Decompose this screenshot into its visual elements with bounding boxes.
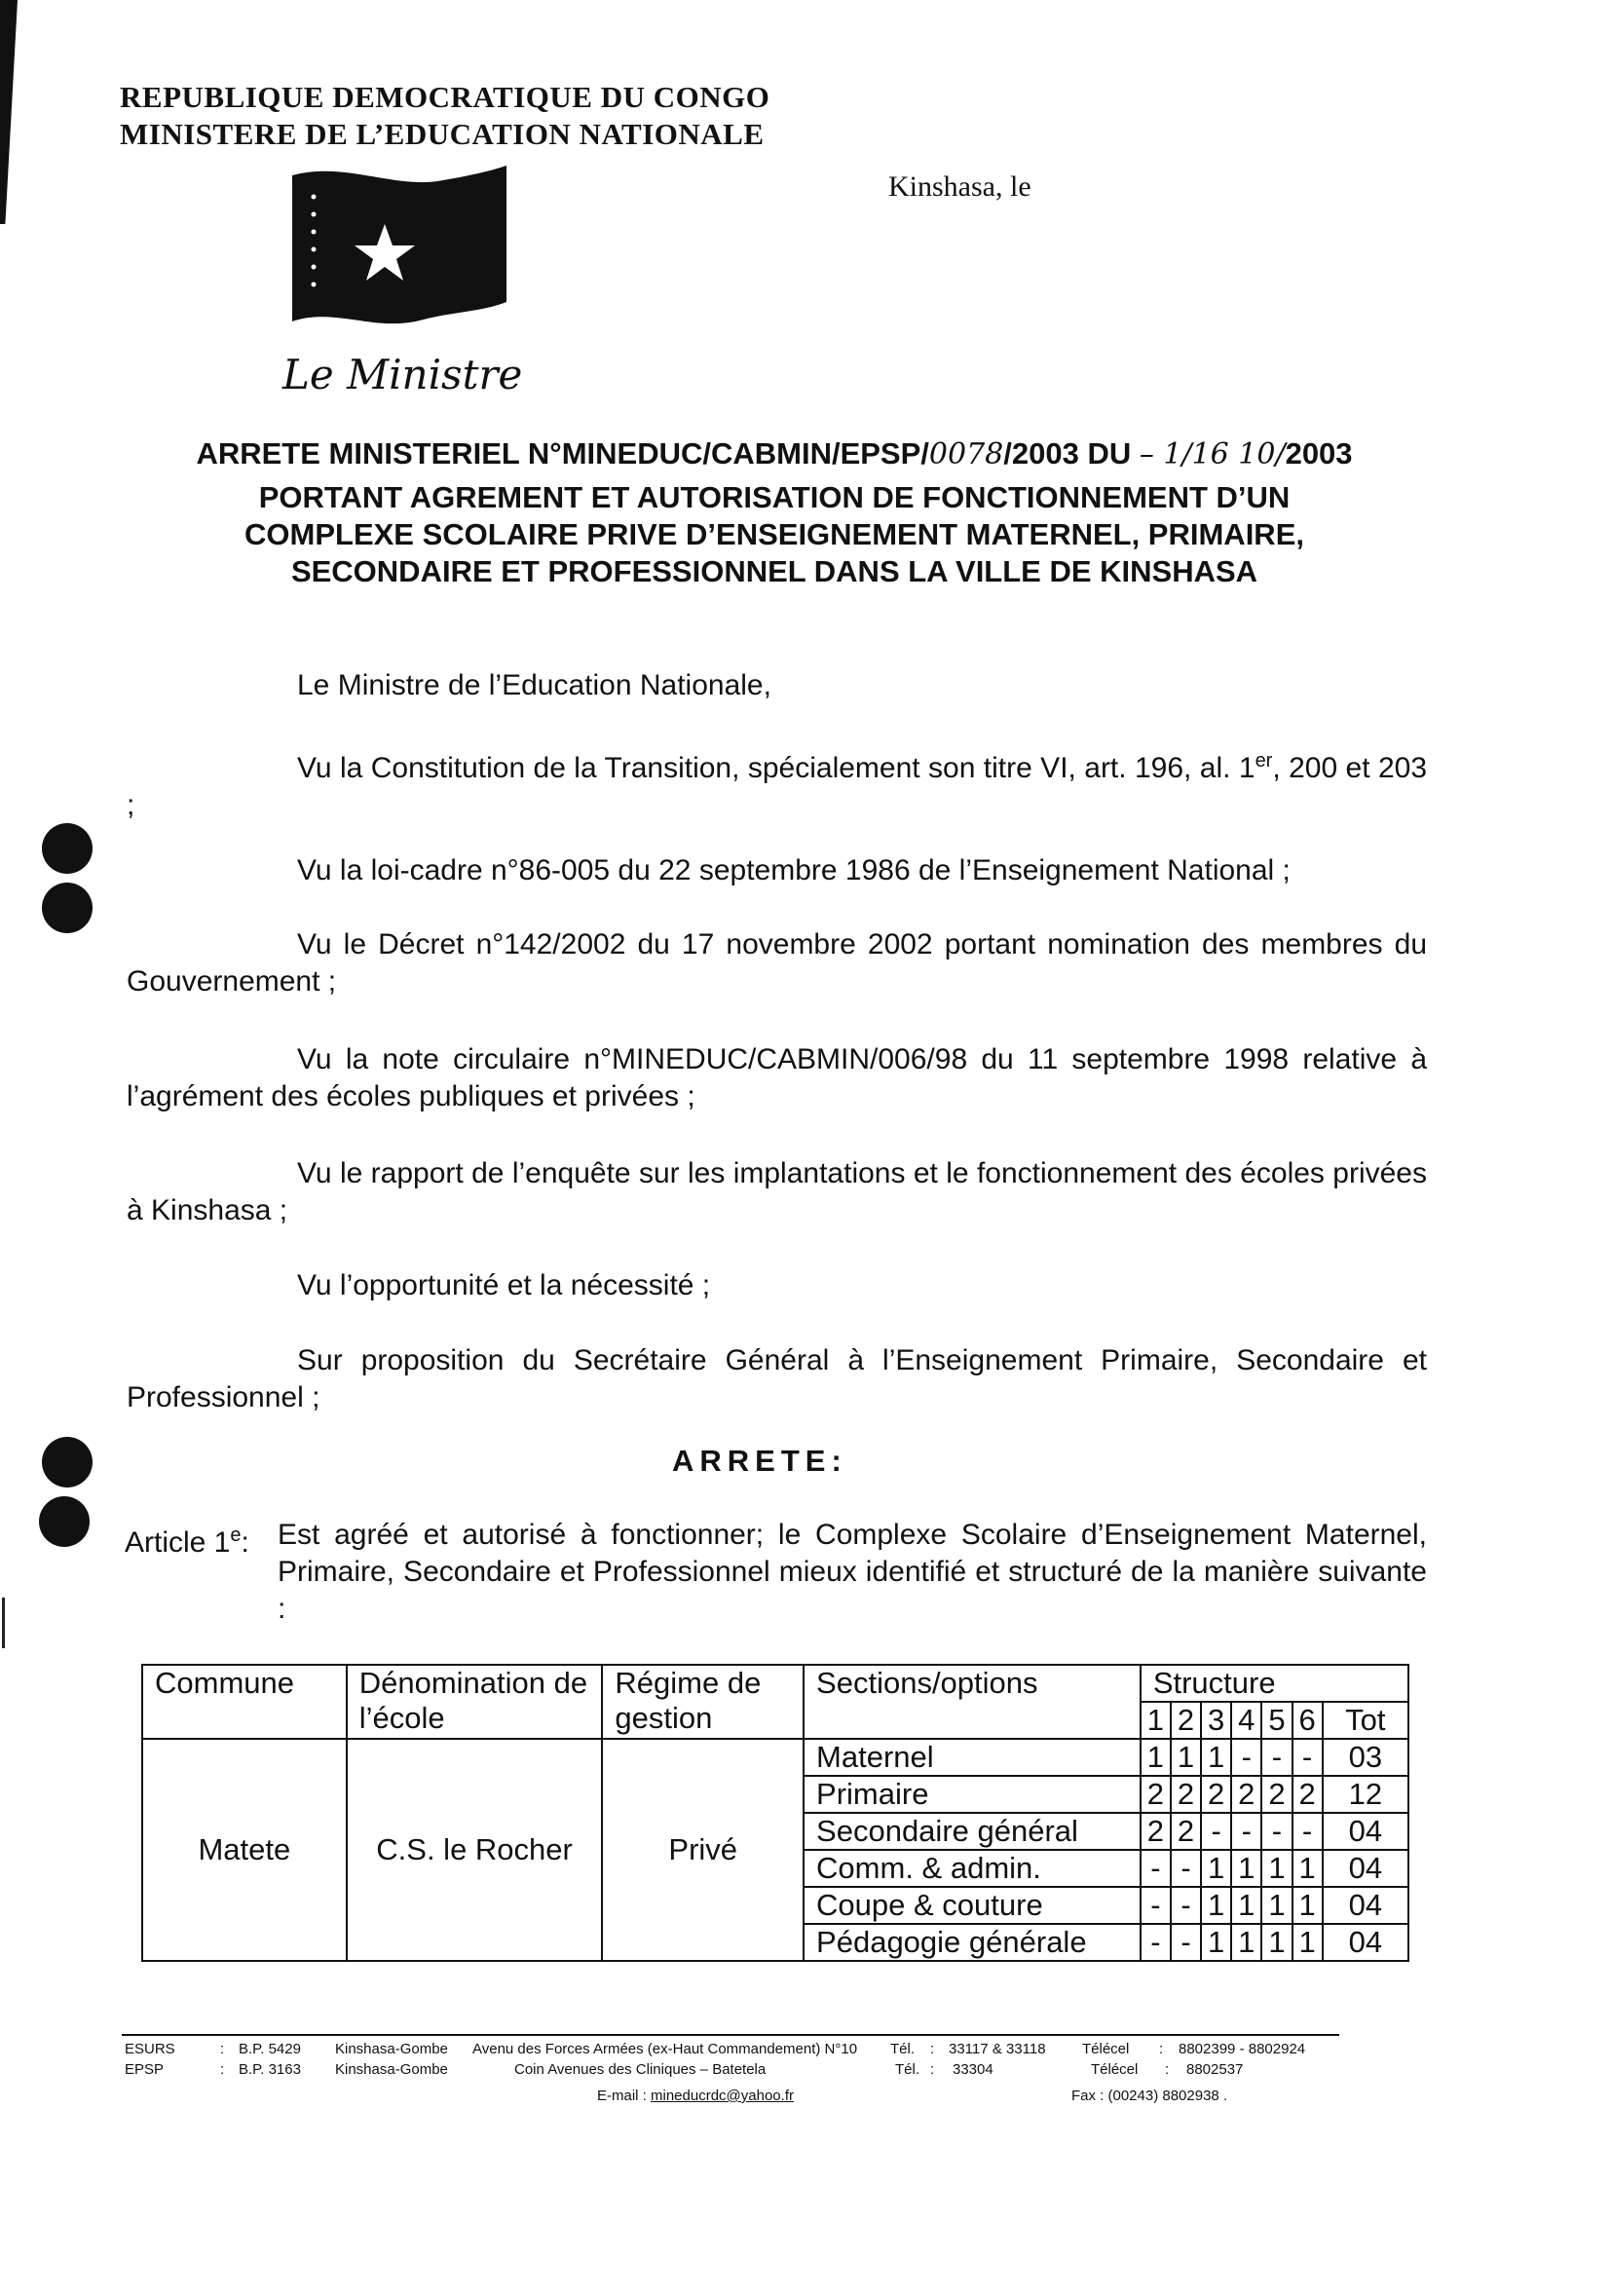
footer-sep: : [220,2061,225,2078]
structure-cell: 2 [1201,1776,1231,1813]
header-commune: Commune [142,1665,347,1739]
minister-signature-title: Le Ministre [282,351,523,398]
structure-cell: - [1231,1813,1261,1850]
article-text: Est agréé et autorisé à fonctionner; le Complexe Scolaire d’Enseignement Maternel, Primaire, Secondaire et Professionnel mieux identifié et structuré de la manière suivante : [278,1519,1427,1625]
whereas-decree: Vu le Décret n°142/2002 du 17 novembre 2002 portant nomination des membres du Gouvernement ; [127,928,1427,997]
header-col-4: 4 [1231,1702,1261,1739]
header-col-1: 1 [1141,1702,1171,1739]
structure-cell: 1 [1201,1887,1231,1924]
structure-cell: 1 [1201,1924,1231,1961]
decision-heading: ARRETE: [672,1444,847,1478]
structure-cell: 1 [1261,1850,1292,1887]
structure-cell: 1 [1261,1887,1292,1924]
footer-city: Kinshasa-Gombe [335,2061,448,2078]
footer-row-esurs [125,2041,1342,2060]
header-col-total: Tot [1323,1702,1408,1739]
footer-row-epsp [125,2061,1342,2081]
punch-hole [42,823,93,874]
header-col-3: 3 [1201,1702,1231,1739]
structure-cell: 1 [1201,1850,1231,1887]
structure-cell: 2 [1171,1776,1201,1813]
structure-cell: 1 [1231,1850,1261,1887]
whereas-constitution: Vu la Constitution de la Transition, spécialement son titre VI, art. 196, al. 1er, 200 et 203 ; [127,750,1428,821]
decree-title-line2: PORTANT AGREMENT ET AUTORISATION DE FONCTIONNEMENT D’UN [258,480,1291,514]
decree-title-line3: COMPLEXE SCOLAIRE PRIVE D’ENSEIGNEMENT MATERNEL, PRIMAIRE, [244,517,1304,551]
punch-hole [42,883,93,933]
footer-tel-label: Tél. [890,2041,916,2057]
scan-edge-line [2,1598,5,1648]
scan-edge-mark [0,0,18,224]
article-label: Article 1e: [125,1524,249,1559]
cell-regime: Privé [602,1739,804,1961]
structure-total: 04 [1323,1924,1408,1961]
header-col-2: 2 [1171,1702,1201,1739]
decree-number-prefix: ARRETE MINISTERIEL N°MINEDUC/CABMIN/EPSP/ [196,436,929,470]
republic-heading: REPUBLIQUE DEMOCRATIQUE DU CONGO [120,80,770,114]
school-structure-table [141,1664,1409,1962]
footer-sep: : [220,2041,225,2057]
cell-denomination: C.S. le Rocher [347,1739,603,1961]
punch-hole [42,1437,93,1487]
proposal-paragraph: Sur proposition du Secrétaire Général à l’Enseignement Primaire, Secondaire et Professionnel ; [127,1344,1427,1413]
footer-sep: : [1165,2061,1170,2078]
section-name: Secondaire général [804,1813,1141,1850]
footer-address: Avenu des Forces Armées (ex-Haut Commandement) N°10 [472,2041,858,2057]
structure-cell: 1 [1293,1924,1323,1961]
footer-rule [122,2034,1339,2036]
structure-cell: 1 [1141,1739,1171,1776]
structure-cell: - [1141,1887,1171,1924]
header-col-5: 5 [1261,1702,1292,1739]
structure-cell: 2 [1293,1776,1323,1813]
structure-cell: - [1171,1924,1201,1961]
structure-cell: 1 [1231,1924,1261,1961]
place-date: Kinshasa, le [888,170,1031,203]
header-sections: Sections/options [804,1665,1141,1739]
structure-cell: - [1141,1850,1171,1887]
footer-email: E-mail : mineducrdc@yahoo.fr [597,2088,794,2104]
structure-total: 12 [1323,1776,1408,1813]
footer-po-box: B.P. 5429 [239,2041,301,2057]
structure-cell: 1 [1293,1850,1323,1887]
structure-cell: - [1261,1813,1292,1850]
footer-po-box: B.P. 3163 [239,2061,301,2078]
structure-total: 04 [1323,1813,1408,1850]
footer-telecel: 8802537 [1186,2061,1244,2078]
structure-cell: 2 [1141,1813,1171,1850]
structure-cell: - [1293,1813,1323,1850]
structure-cell: 2 [1171,1813,1201,1850]
structure-cell: 1 [1231,1887,1261,1924]
email-link[interactable]: mineducrdc@yahoo.fr [651,2088,794,2104]
structure-cell: - [1201,1813,1231,1850]
footer-city: Kinshasa-Gombe [335,2041,448,2057]
structure-cell: 2 [1141,1776,1171,1813]
section-name: Primaire [804,1776,1141,1813]
header-structure: Structure [1141,1665,1408,1702]
superscript: er [1255,750,1273,772]
structure-cell: 2 [1261,1776,1292,1813]
footer-org: ESURS [125,2041,175,2057]
footer-sep: : [930,2041,935,2057]
decree-title-line1 [117,435,1432,473]
structure-cell: 1 [1171,1739,1201,1776]
structure-cell: - [1171,1850,1201,1887]
footer-telecel-label: Télécel [1082,2041,1130,2057]
handwritten-number: 0078 [928,437,1004,471]
header-col-6: 6 [1293,1702,1323,1739]
cell-commune: Matete [142,1739,347,1961]
structure-cell: 2 [1231,1776,1261,1813]
section-name: Pédagogie générale [804,1924,1141,1961]
flag-emblem [287,166,511,336]
handwritten-date: – 1/16 10/ [1139,437,1286,471]
footer-fax: Fax : (00243) 8802938 . [1071,2088,1228,2104]
decree-date-year: 2003 [1285,436,1353,470]
whereas-opportunity: Vu l’opportunité et la nécessité ; [297,1269,711,1301]
punch-hole [39,1496,90,1547]
footer-address: Coin Avenues des Cliniques – Batetela [514,2061,767,2078]
structure-cell: 1 [1261,1924,1292,1961]
structure-cell: 1 [1293,1887,1323,1924]
whereas-report: Vu le rapport de l’enquête sur les implantations et le fonctionnement des écoles privées à Kinshasa ; [127,1157,1427,1226]
header-regime: Régime de gestion [602,1665,804,1739]
structure-total: 04 [1323,1850,1408,1887]
structure-cell: - [1293,1739,1323,1776]
decree-title-line4: SECONDAIRE ET PROFESSIONNEL DANS LA VILLE DE KINSHASA [290,554,1258,588]
footer-telecel: 8802399 - 8802924 [1179,2041,1306,2057]
structure-total: 04 [1323,1887,1408,1924]
footer-tel: 33304 [953,2061,993,2078]
ministry-heading: MINISTERE DE L’EDUCATION NATIONALE [120,117,765,151]
footer-tel-label: Tél. [895,2061,920,2078]
structure-cell: - [1231,1739,1261,1776]
section-name: Coupe & couture [804,1887,1141,1924]
section-name: Maternel [804,1739,1141,1776]
footer-telecel-label: Télécel [1091,2061,1139,2078]
whereas-circular: Vu la note circulaire n°MINEDUC/CABMIN/006/98 du 11 septembre 1998 relative à l’agrément des écoles publiques et privées ; [127,1043,1427,1112]
structure-cell: 1 [1201,1739,1231,1776]
section-name: Comm. & admin. [804,1850,1141,1887]
structure-cell: - [1261,1739,1292,1776]
intro-line: Le Ministre de l’Education Nationale, [297,669,771,701]
structure-cell: - [1171,1887,1201,1924]
footer-tel: 33117 & 33118 [949,2041,1046,2057]
header-denomination: Dénomination de l’école [347,1665,603,1739]
footer-sep: : [930,2061,935,2078]
whereas-framework-law: Vu la loi-cadre n°86-005 du 22 septembre 1986 de l’Enseignement National ; [297,854,1291,886]
footer-sep: : [1159,2041,1164,2057]
footer-org: EPSP [125,2061,165,2078]
structure-total: 03 [1323,1739,1408,1776]
decree-year: /2003 DU [1003,436,1132,470]
structure-cell: - [1141,1924,1171,1961]
